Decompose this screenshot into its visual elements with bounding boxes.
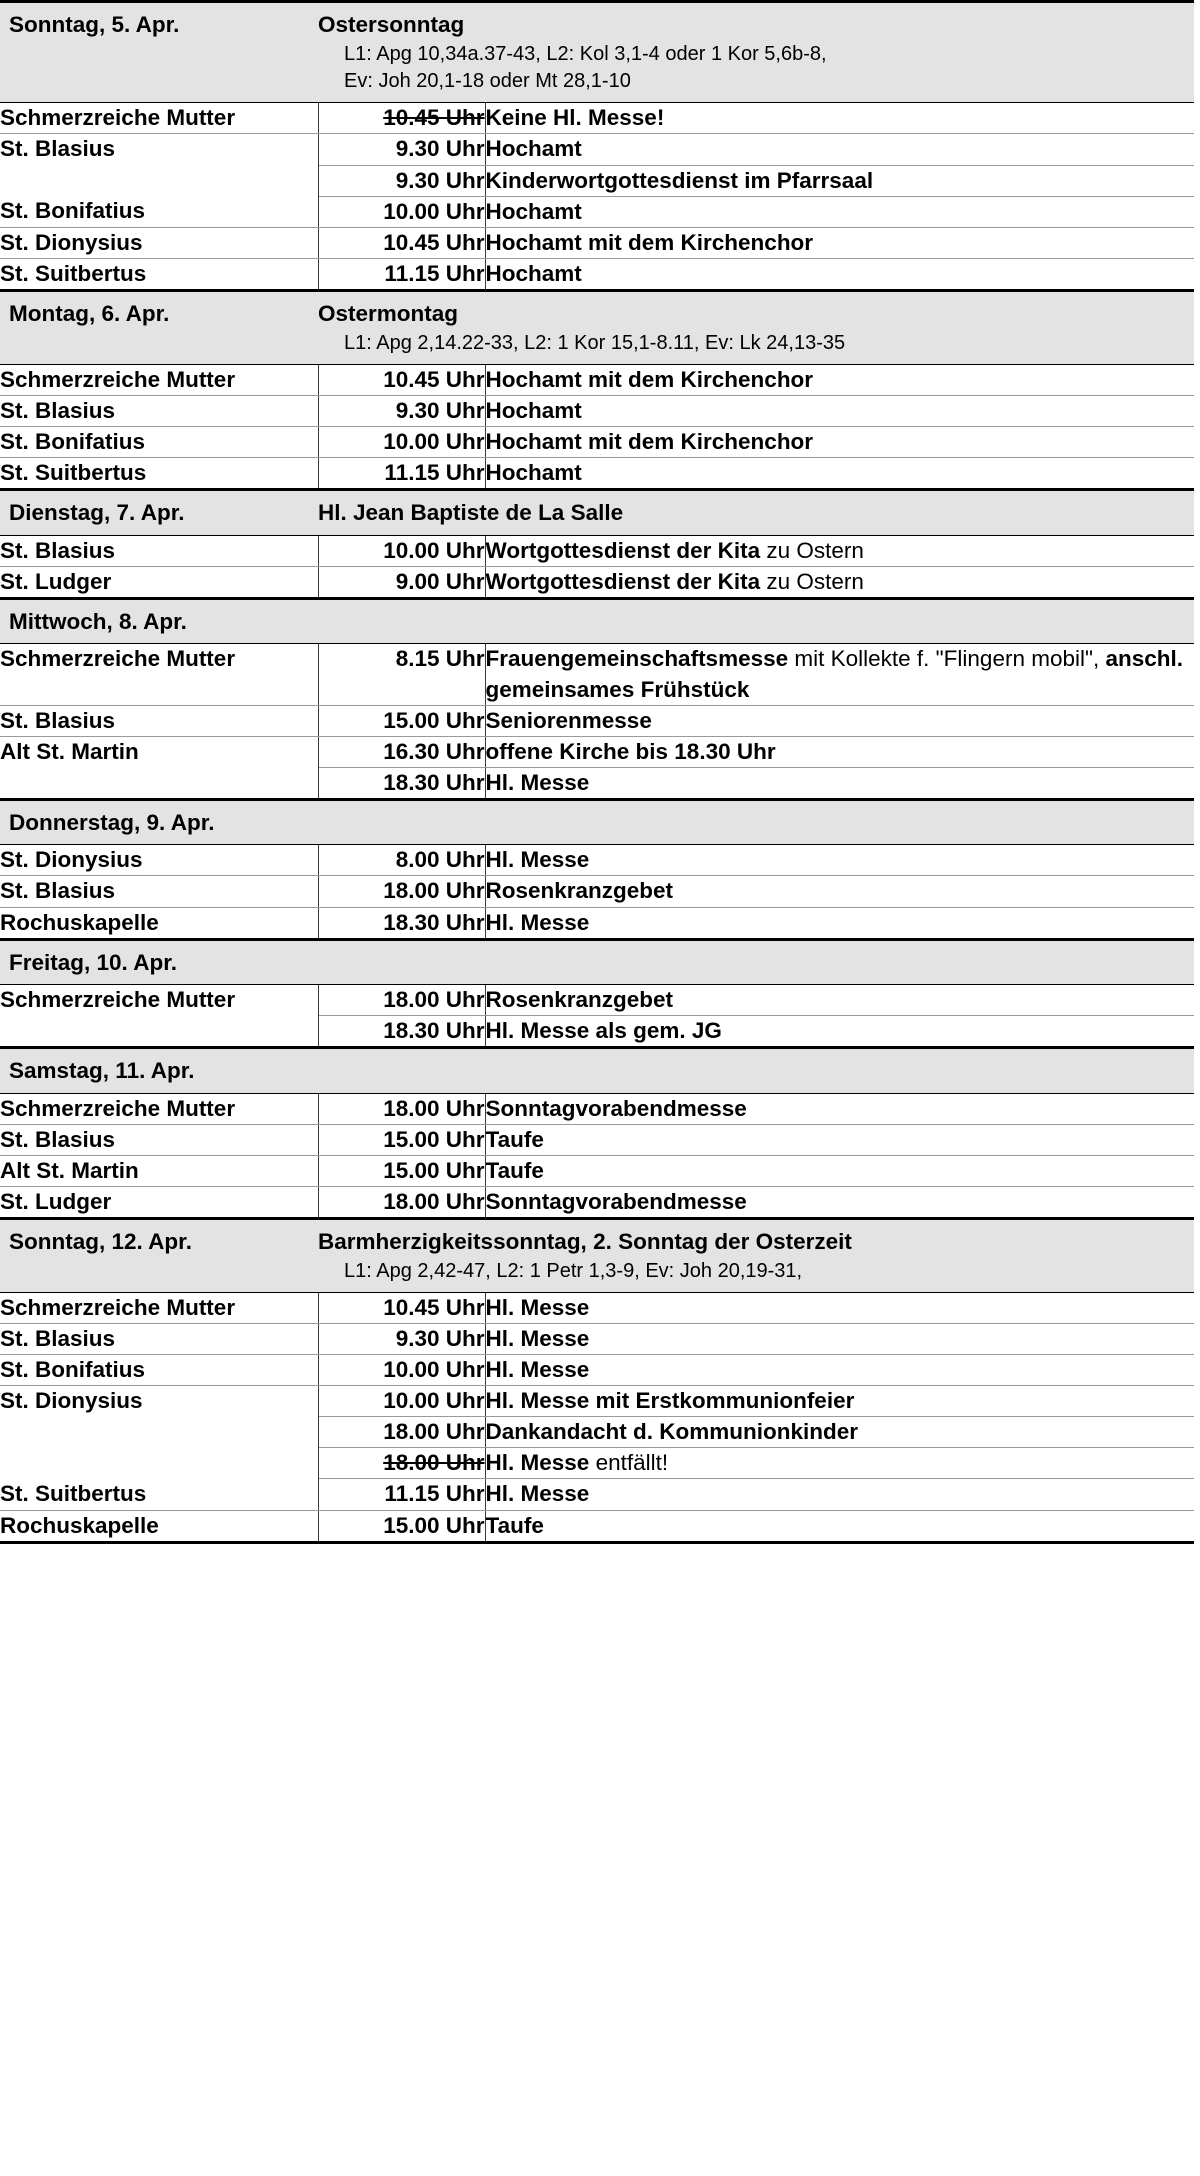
- day-header-row: [0, 800, 1194, 845]
- service-description: Hochamt mit dem Kirchenchor: [485, 227, 1194, 258]
- readings-line: L1: Apg 10,34a.37-43, L2: Kol 3,1-4 oder 1 Kor 5,6b-8,: [344, 42, 827, 65]
- description-bold-part: anschl. gemeinsames Frühstück: [485, 646, 1184, 702]
- day-date-label: Montag, 6. Apr.: [9, 301, 170, 327]
- service-time: 16.30 Uhr: [318, 736, 485, 767]
- day-header-row: [0, 1048, 1194, 1093]
- day-feast-block: [318, 10, 1194, 95]
- service-time: 8.00 Uhr: [318, 845, 485, 876]
- service-row: [0, 1186, 1194, 1218]
- description-bold-part: Frauengemeinschaftsmesse: [485, 646, 789, 672]
- day-date-label: Mittwoch, 8. Apr.: [9, 609, 187, 635]
- service-row: [0, 1292, 1194, 1323]
- service-description: Seniorenmesse: [485, 705, 1194, 736]
- service-time: 18.30 Uhr: [318, 907, 485, 939]
- day-header-row: [0, 939, 1194, 984]
- service-row: [0, 258, 1194, 290]
- day-header-cell: [0, 1048, 1194, 1093]
- service-time: 11.15 Uhr: [318, 258, 485, 290]
- service-description: Hl. Messe: [485, 1323, 1194, 1354]
- service-description: Taufe: [485, 1510, 1194, 1542]
- service-description: Hochamt: [485, 134, 1194, 165]
- service-place: [0, 165, 318, 196]
- service-time: 10.00 Uhr: [318, 1354, 485, 1385]
- service-place: St. Blasius: [0, 876, 318, 907]
- description-bold-part: Hl. Messe: [485, 1450, 590, 1476]
- service-time: [318, 103, 485, 134]
- service-description: Hochamt: [485, 196, 1194, 227]
- service-place: Schmerzreiche Mutter: [0, 985, 318, 1016]
- service-time: 10.00 Uhr: [318, 535, 485, 566]
- service-time: 9.30 Uhr: [318, 395, 485, 426]
- service-time: 9.30 Uhr: [318, 134, 485, 165]
- service-description: [485, 1448, 1194, 1479]
- service-place: Schmerzreiche Mutter: [0, 364, 318, 395]
- service-description: [485, 535, 1194, 566]
- service-description: Hochamt mit dem Kirchenchor: [485, 364, 1194, 395]
- day-header-row: [0, 291, 1194, 364]
- service-place: Rochuskapelle: [0, 1510, 318, 1542]
- service-row: [0, 1323, 1194, 1354]
- service-description: Hl. Messe: [485, 1354, 1194, 1385]
- service-description: Hl. Messe: [485, 1292, 1194, 1323]
- service-description: [485, 567, 1194, 599]
- feast-title: Barmherzigkeitssonntag, 2. Sonntag der Osterzeit: [318, 1229, 852, 1255]
- service-time: 10.45 Uhr: [318, 227, 485, 258]
- service-time: 18.00 Uhr: [318, 1417, 485, 1448]
- day-header-cell: [0, 2, 1194, 103]
- service-place: Schmerzreiche Mutter: [0, 103, 318, 134]
- service-row: [0, 985, 1194, 1016]
- service-place: [0, 1016, 318, 1048]
- service-time: 10.45 Uhr: [318, 1292, 485, 1323]
- service-description: Sonntagvorabendmesse: [485, 1093, 1194, 1124]
- day-header-cell: [0, 599, 1194, 644]
- service-place: Schmerzreiche Mutter: [0, 1292, 318, 1323]
- service-time: 18.00 Uhr: [318, 1186, 485, 1218]
- day-header-cell: [0, 1219, 1194, 1292]
- service-row: [0, 767, 1194, 799]
- service-row: [0, 705, 1194, 736]
- feast-title: Ostermontag: [318, 301, 459, 327]
- service-place: Alt St. Martin: [0, 1155, 318, 1186]
- description-bold-part: Wortgottesdienst der Kita: [485, 537, 761, 563]
- service-row: [0, 1093, 1194, 1124]
- description-regular-part: entfällt!: [589, 1450, 669, 1476]
- service-time: 18.30 Uhr: [318, 1016, 485, 1048]
- service-row: [0, 1510, 1194, 1542]
- service-time: 8.15 Uhr: [318, 644, 485, 705]
- day-date-label: Freitag, 10. Apr.: [9, 949, 177, 975]
- service-description: Taufe: [485, 1155, 1194, 1186]
- service-row: [0, 1016, 1194, 1048]
- struck-time: 10.45 Uhr: [383, 105, 485, 131]
- service-description: Hochamt mit dem Kirchenchor: [485, 426, 1194, 457]
- day-header-row: [0, 1219, 1194, 1292]
- service-place: St. Blasius: [0, 395, 318, 426]
- service-place: Schmerzreiche Mutter: [0, 644, 318, 705]
- service-time: 15.00 Uhr: [318, 1510, 485, 1542]
- service-row: [0, 845, 1194, 876]
- service-time: 15.00 Uhr: [318, 1155, 485, 1186]
- service-place: St. Blasius: [0, 535, 318, 566]
- day-header-cell: [0, 291, 1194, 364]
- service-description: Hl. Messe mit Erstkommunionfeier: [485, 1386, 1194, 1417]
- service-description: Keine Hl. Messe!: [485, 103, 1194, 134]
- service-description: Rosenkranzgebet: [485, 985, 1194, 1016]
- service-time: 11.15 Uhr: [318, 1479, 485, 1510]
- service-place: St. Dionysius: [0, 227, 318, 258]
- service-time: 18.00 Uhr: [318, 876, 485, 907]
- service-row: [0, 134, 1194, 165]
- day-date-label: Samstag, 11. Apr.: [9, 1058, 195, 1084]
- service-description: [485, 644, 1194, 705]
- service-time: 9.30 Uhr: [318, 1323, 485, 1354]
- day-header-cell: [0, 800, 1194, 845]
- service-row: [0, 426, 1194, 457]
- service-place: St. Suitbertus: [0, 458, 318, 490]
- service-row: [0, 103, 1194, 134]
- service-row: [0, 1124, 1194, 1155]
- day-date-label: Dienstag, 7. Apr.: [9, 500, 185, 526]
- service-place: Schmerzreiche Mutter: [0, 1093, 318, 1124]
- day-feast-block: [318, 498, 1194, 528]
- service-place: St. Bonifatius: [0, 1354, 318, 1385]
- service-row: [0, 876, 1194, 907]
- service-row: [0, 1386, 1194, 1417]
- readings-line: L1: Apg 2,14.22-33, L2: 1 Kor 15,1-8.11, Ev: Lk 24,13-35: [344, 331, 846, 354]
- service-row: [0, 567, 1194, 599]
- service-place: St. Bonifatius: [0, 196, 318, 227]
- service-row: [0, 1354, 1194, 1385]
- day-feast-block: [318, 299, 1194, 356]
- day-header-row: [0, 490, 1194, 536]
- service-place: St. Blasius: [0, 1124, 318, 1155]
- service-time: 15.00 Uhr: [318, 705, 485, 736]
- service-row: [0, 1479, 1194, 1510]
- service-row: [0, 644, 1194, 705]
- service-time: 11.15 Uhr: [318, 458, 485, 490]
- service-description: Hochamt: [485, 258, 1194, 290]
- service-time: 10.00 Uhr: [318, 196, 485, 227]
- service-row: [0, 907, 1194, 939]
- service-place: St. Ludger: [0, 1186, 318, 1218]
- feast-title: Ostersonntag: [318, 12, 465, 37]
- service-description: Kinderwortgottesdienst im Pfarrsaal: [485, 165, 1194, 196]
- service-row: [0, 364, 1194, 395]
- service-time: 9.00 Uhr: [318, 567, 485, 599]
- description-bold-part: Wortgottesdienst der Kita: [485, 569, 761, 594]
- service-row: [0, 535, 1194, 566]
- service-place: St. Blasius: [0, 705, 318, 736]
- service-place: Alt St. Martin: [0, 736, 318, 767]
- service-time: 10.00 Uhr: [318, 1386, 485, 1417]
- service-time: 18.00 Uhr: [318, 985, 485, 1016]
- service-description: Rosenkranzgebet: [485, 876, 1194, 907]
- day-header-cell: [0, 490, 1194, 536]
- service-time: 18.00 Uhr: [318, 1093, 485, 1124]
- service-description: Hochamt: [485, 395, 1194, 426]
- service-time: 10.45 Uhr: [318, 364, 485, 395]
- service-place: [0, 767, 318, 799]
- service-time: [318, 1448, 485, 1479]
- service-description: Sonntagvorabendmesse: [485, 1186, 1194, 1218]
- day-header-row: [0, 2, 1194, 103]
- service-place: St. Suitbertus: [0, 258, 318, 290]
- description-regular-part: mit Kollekte f. "Flingern mobil",: [788, 646, 1106, 672]
- feast-title: Hl. Jean Baptiste de La Salle: [318, 500, 624, 526]
- description-regular-part: zu Ostern: [760, 569, 864, 594]
- service-place: St. Ludger: [0, 567, 318, 599]
- schedule-body: [0, 2, 1194, 1543]
- service-place: [0, 1417, 318, 1448]
- service-description: Dankandacht d. Kommunionkinder: [485, 1417, 1194, 1448]
- service-row: [0, 196, 1194, 227]
- service-description: Hl. Messe: [485, 1479, 1194, 1510]
- service-place: [0, 1448, 318, 1479]
- service-place: St. Blasius: [0, 1323, 318, 1354]
- service-row: [0, 1417, 1194, 1448]
- service-row: [0, 165, 1194, 196]
- day-date-label: Sonntag, 12. Apr.: [9, 1229, 192, 1255]
- service-description: Hl. Messe: [485, 907, 1194, 939]
- service-time: 10.00 Uhr: [318, 426, 485, 457]
- service-place: St. Dionysius: [0, 845, 318, 876]
- service-description: Taufe: [485, 1124, 1194, 1155]
- service-description: Hl. Messe: [485, 845, 1194, 876]
- service-row: [0, 458, 1194, 490]
- service-row: [0, 395, 1194, 426]
- service-description: offene Kirche bis 18.30 Uhr: [485, 736, 1194, 767]
- service-row: [0, 227, 1194, 258]
- service-row: [0, 1448, 1194, 1479]
- service-row: [0, 736, 1194, 767]
- service-place: St. Bonifatius: [0, 426, 318, 457]
- readings-line: L1: Apg 2,42-47, L2: 1 Petr 1,3-9, Ev: Joh 20,19-31,: [344, 1259, 803, 1282]
- service-time: 15.00 Uhr: [318, 1124, 485, 1155]
- service-place: St. Suitbertus: [0, 1479, 318, 1510]
- day-feast-block: [318, 1227, 1194, 1284]
- day-header-row: [0, 599, 1194, 644]
- day-header-cell: [0, 939, 1194, 984]
- day-date-label: Sonntag, 5. Apr.: [9, 12, 180, 37]
- struck-time: 18.00 Uhr: [383, 1450, 485, 1476]
- readings-line: Ev: Joh 20,1-18 oder Mt 28,1-10: [344, 70, 631, 93]
- service-time: 9.30 Uhr: [318, 165, 485, 196]
- service-place: St. Blasius: [0, 134, 318, 165]
- service-place: St. Dionysius: [0, 1386, 318, 1417]
- service-place: Rochuskapelle: [0, 907, 318, 939]
- service-row: [0, 1155, 1194, 1186]
- service-time: 18.30 Uhr: [318, 767, 485, 799]
- service-description: Hl. Messe: [485, 767, 1194, 799]
- service-description: Hl. Messe als gem. JG: [485, 1016, 1194, 1048]
- day-date-label: Donnerstag, 9. Apr.: [9, 810, 215, 836]
- service-description: Hochamt: [485, 458, 1194, 490]
- description-regular-part: zu Ostern: [760, 537, 864, 563]
